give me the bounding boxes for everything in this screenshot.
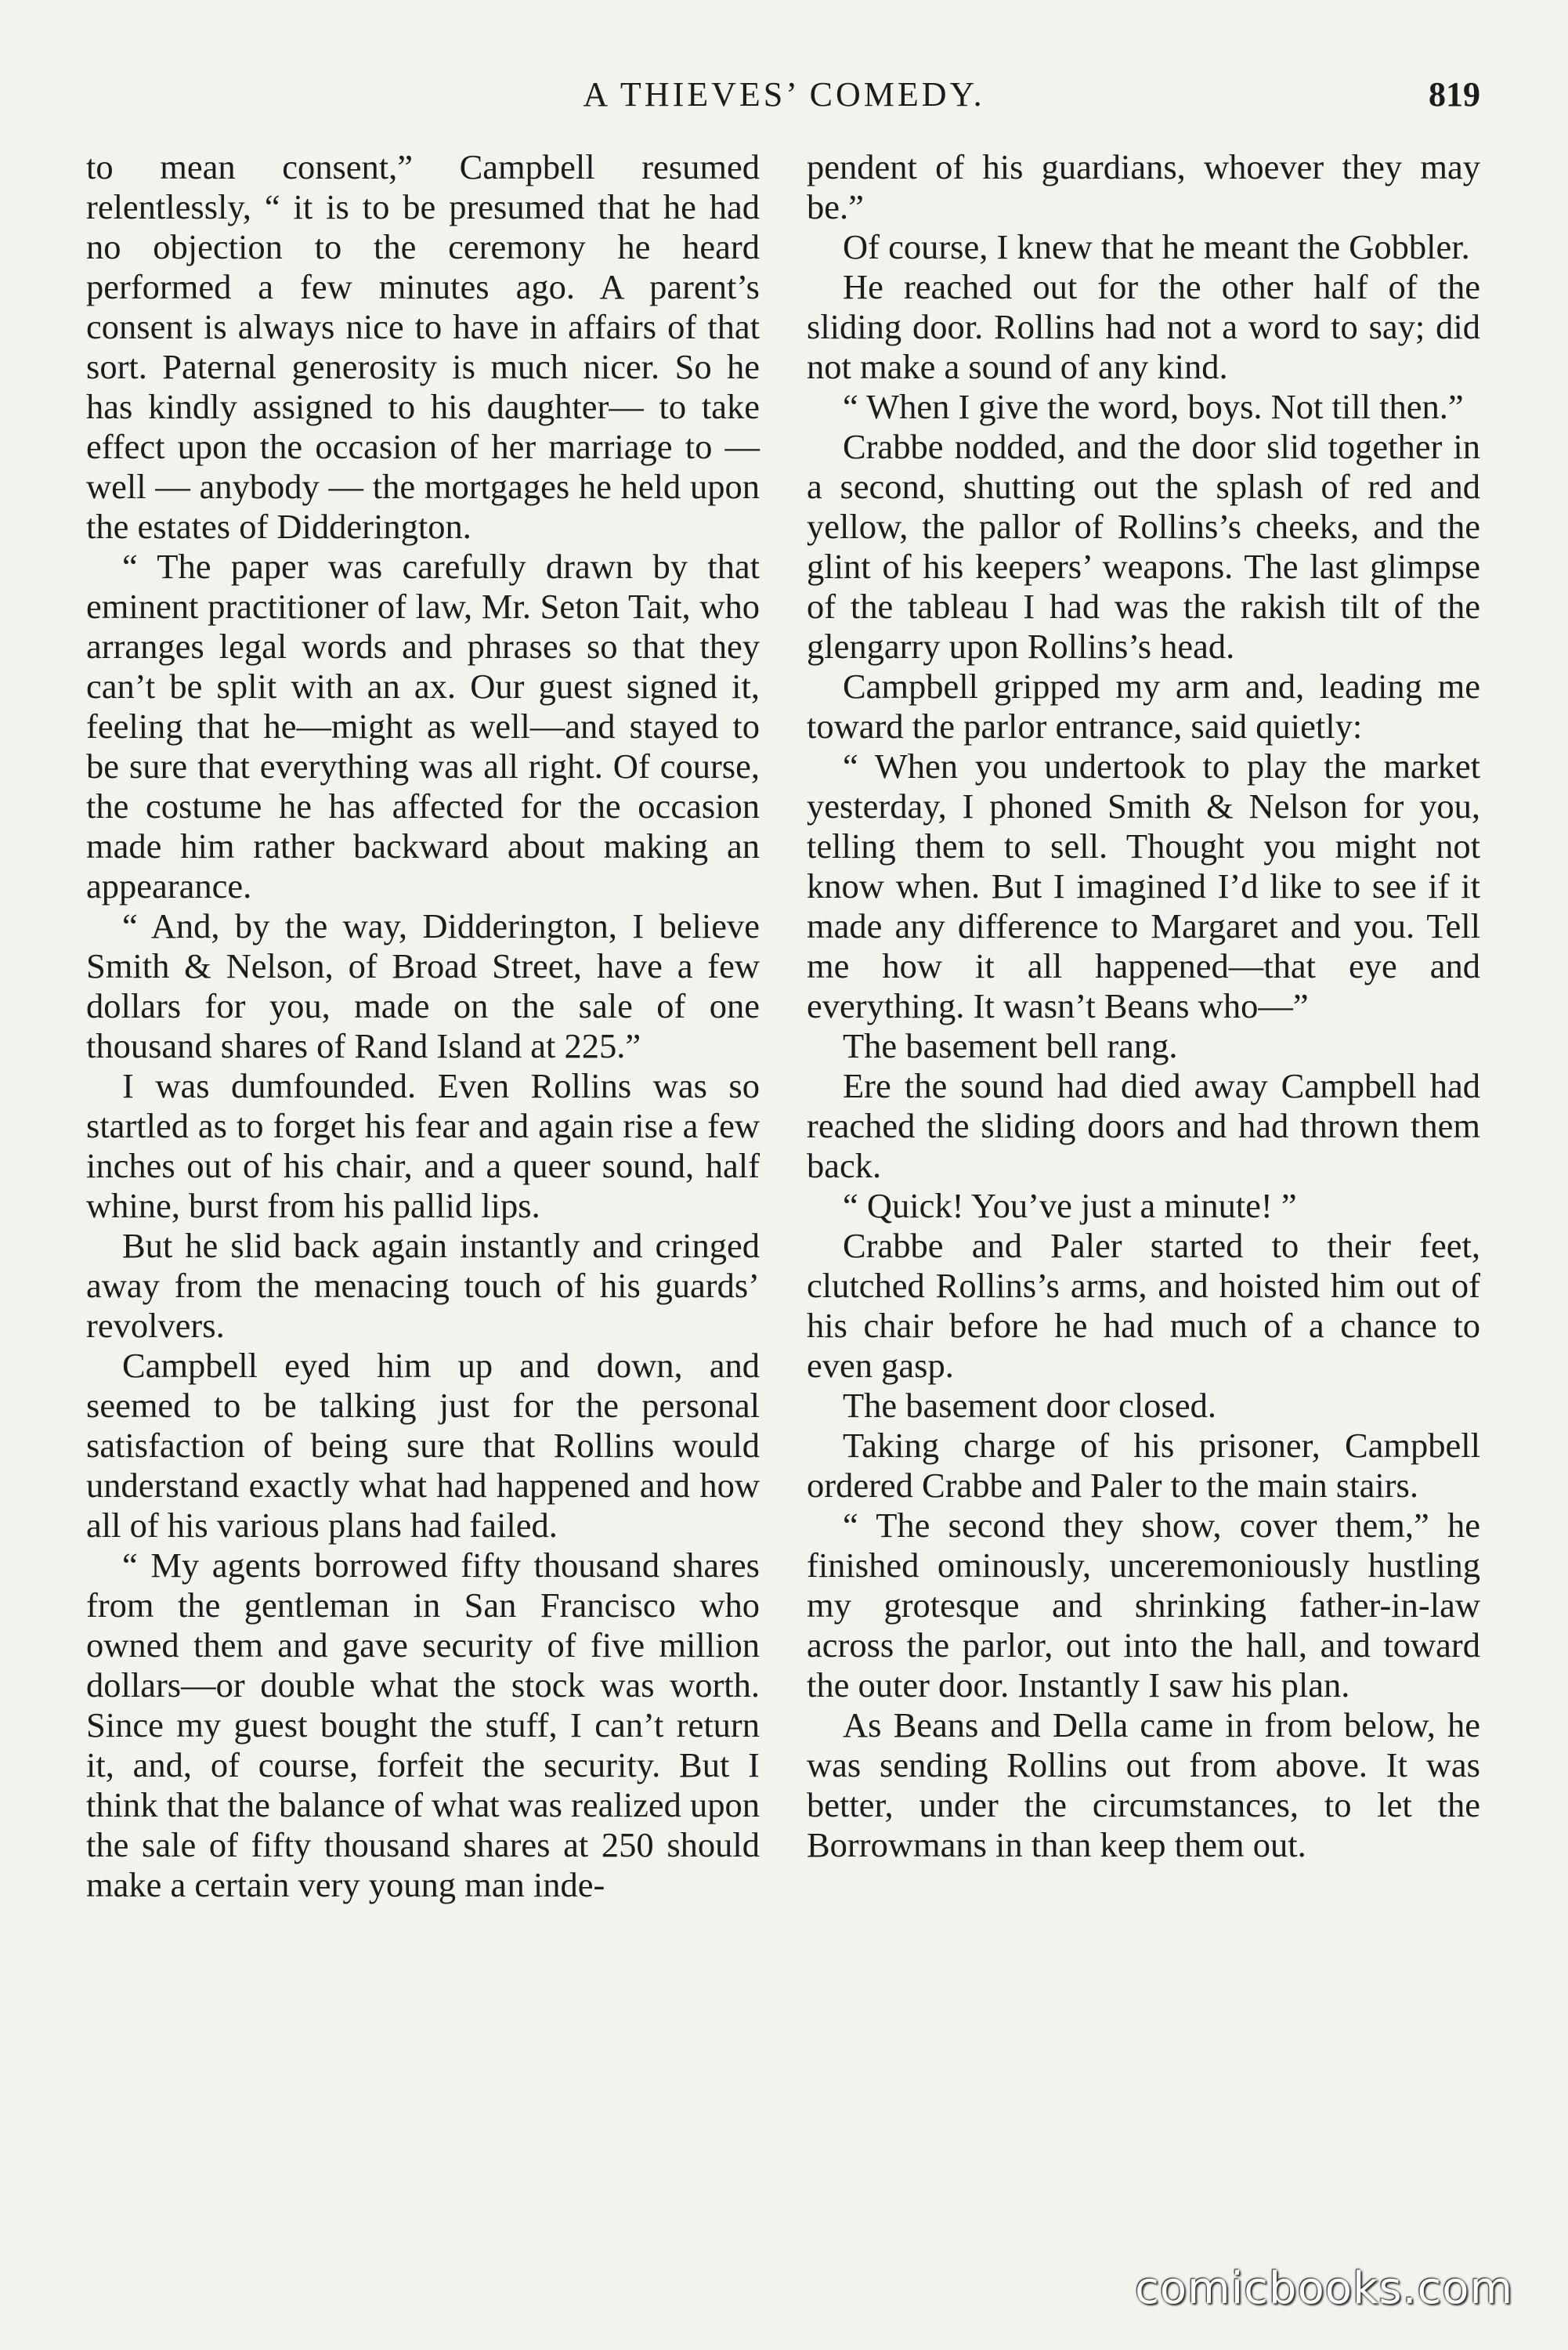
paragraph: pendent of his guardians, whoever they may be.” [807, 147, 1480, 226]
running-head [0, 67, 1568, 122]
paragraph: to mean consent,” Campbell resumed relentlessly, “ it is to be presumed that he had no objection to the ceremony he heard performed a few minutes ago. A parent’s consent is always nice to have in affairs of that sort. Paternal generosity is much nicer. So he has kindly assigned to his daughter— to take effect upon the occasion of her marriage to — well — anybody — the mortgages he held upon the estates of Didderington. [86, 147, 760, 546]
paragraph: The basement door closed. [843, 1386, 1216, 1425]
left-column [86, 147, 760, 1905]
paragraph: Of course, I knew that he meant the Gobbler. [843, 227, 1470, 266]
paragraph: “ When I give the word, boys. Not till then.” [843, 387, 1464, 426]
paragraph: As Beans and Della came in from below, he was sending Rollins out from above. It was better, under the circumstances, to let the Borrowmans in than keep them out. [807, 1705, 1480, 1864]
site-watermark: comicbooks.com [1134, 2263, 1513, 2314]
paragraph: Campbell eyed him up and down, and seemed to be talking just for the personal satisfaction of being sure that Rollins would understand exactly what had happened and how all of his various plans had failed. [86, 1346, 760, 1545]
paragraph: “ And, by the way, Didderington, I believe Smith & Nelson, of Broad Street, have a few dollars for you, made on the sale of one thousand shares of Rand Island at 225.” [86, 906, 760, 1065]
paragraph: Ere the sound had died away Campbell had reached the sliding doors and had thrown them back. [807, 1066, 1480, 1185]
paragraph: The basement bell rang. [843, 1026, 1178, 1065]
paragraph: Campbell gripped my arm and, leading me toward the parlor entrance, said quietly: [807, 667, 1480, 746]
paragraph: Crabbe nodded, and the door slid together in a second, shutting out the splash of red and yellow, the pallor of Rollins’s cheeks, and the glint of his keepers’ weapons. The last glimpse of the tableau I had was the rakish tilt of the glengarry upon Rollins’s head. [807, 427, 1480, 666]
right-column [807, 147, 1480, 1865]
paragraph: “ My agents borrowed fifty thousand shares from the gentleman in San Francisco who owned them and gave security of five million dollars—or double what the stock was worth. Since my guest bought the stuff, I can’t return it, and, of course, forfeit the security. But I think that the balance of what was realized upon the sale of fifty thousand shares at 250 should make a certain very young man inde- [86, 1546, 761, 1904]
paragraph: He reached out for the other half of the sliding door. Rollins had not a word to say; did not make a sound of any kind. [807, 267, 1480, 386]
paragraph: “ Quick! You’ve just a minute! ” [843, 1186, 1297, 1225]
page-number: 819 [1429, 75, 1480, 114]
paragraph: “ The paper was carefully drawn by that eminent practitioner of law, Mr. Seton Tait, who arranges legal words and phrases so that they can’t be split with an ax. Our guest signed it, feeling that he—might as well—and stayed to be sure that everything was all right. Of course, the costume he has affected for the occasion made him rather backward about making an appearance. [86, 547, 760, 906]
paragraph: Taking charge of his prisoner, Campbell ordered Crabbe and Paler to the main stairs. [807, 1426, 1480, 1505]
paragraph: “ When you undertook to play the market yesterday, I phoned Smith & Nelson for you, telling them to sell. Thought you might not know when. But I imagined I’d like to see if it made any difference to Margaret and you. Tell me how it all happened—that eye and everything. It wasn’t Beans who—” [807, 747, 1480, 1025]
paragraph: Crabbe and Paler started to their feet, clutched Rollins’s arms, and hoisted him out of his chair before he had much of a chance to even gasp. [807, 1226, 1480, 1385]
paragraph: But he slid back again instantly and cringed away from the menacing touch of his guards’ revolvers. [86, 1226, 760, 1345]
paragraph: “ The second they show, cover them,” he finished ominously, unceremoniously hustling my grotesque and shrinking father-in-law across the parlor, out into the hall, and toward the outer door. Instantly I saw his plan. [807, 1506, 1480, 1705]
running-title: A THIEVES’ COMEDY. [583, 75, 985, 114]
paragraph: I was dumfounded. Even Rollins was so startled as to forget his fear and again rise a few inches out of his chair, and a queer sound, half whine, burst from his pallid lips. [86, 1066, 760, 1225]
